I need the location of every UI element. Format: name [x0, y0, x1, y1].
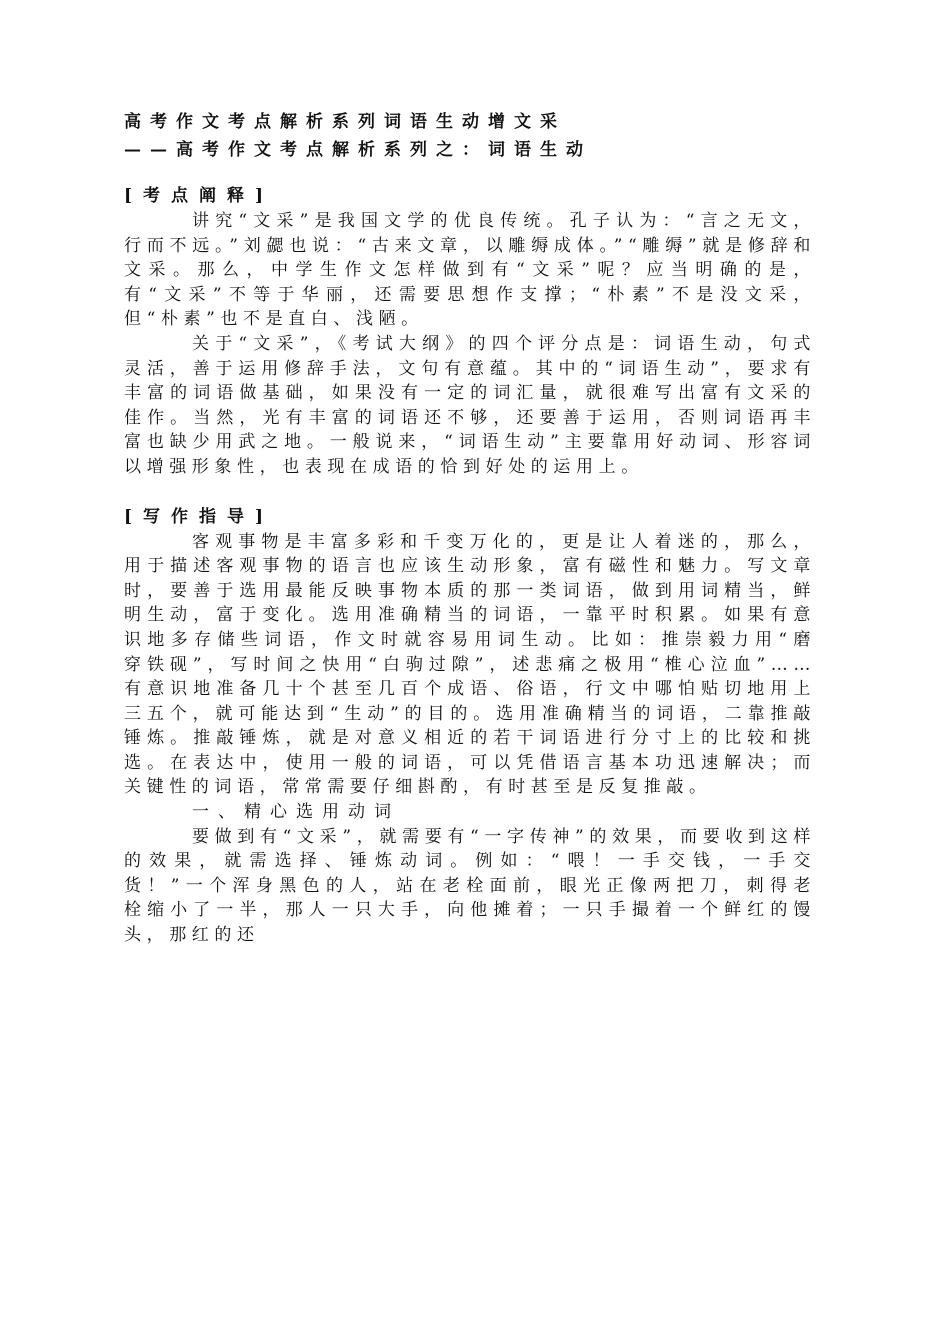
- spacer: [124, 480, 816, 505]
- spacer: [124, 164, 816, 184]
- paragraph: 客观事物是丰富多彩和千变万化的，更是让人着迷的，那么，用于描述客观事物的语言也应该生动形象，富有磁性和魅力。写文章时，要善于选用最能反映事物本质的那一类词语，做到用词精当，鲜明生动，富于变化。选用准确精当的词语，一靠平时积累。如果有意识地多存储些词语，作文时就容易用词生动。比如：推崇毅力用“磨穿铁砚”，写时间之快用“白驹过隙”，述悲痛之极用“椎心泣血”……有意识地准备几十个甚至几百个成语、俗语，行文中哪怕贴切地用上三五个，就可能达到“生动”的目的。选用准确精当的词语，二靠推敲锤炼。推敲锤炼，就是对意义相近的若干词语进行分寸上的比较和挑选。在表达中，使用一般的词语，可以凭借语言基本功迅速解决；而关键性的词语，常常需要仔细斟酌，有时甚至是反复推敲。: [124, 531, 816, 798]
- section-heading-guidance: [写作指导]: [124, 506, 275, 527]
- subsection-heading: 一、精心选用动词: [192, 802, 400, 823]
- paragraph: 关于“文采”，《考试大纲》的四个评分点是：词语生动，句式灵活，善于运用修辞手法，文句有意蕴。其中的“词语生动”，要求有丰富的词语做基础，如果没有一定的词汇量，就很难写出富有文采的佳作。当然，光有丰富的词语还不够，还要善于运用，否则词语再丰富也缺少用武之地。一般说来，“词语生动”主要靠用好动词、形容词以增强形象性，也表现在成语的恰到好处的运用上。: [124, 333, 816, 477]
- paragraph: 要做到有“文采”，就需要有“一字传神”的效果，而要收到这样的效果，就需选择、锤炼动词。例如：“喂！一手交钱，一手交货！”一个浑身黑色的人，站在老栓面前，眼光正像两把刀，刺得老栓缩小了一半，那人一只大手，向他摊着；一只手撮着一个鲜红的馒头，那红的还: [124, 826, 816, 946]
- document-body: [124, 108, 816, 948]
- section-heading-explanation: [考点阐释]: [124, 186, 275, 206]
- paragraph: 讲究“文采”是我国文学的优良传统。孔子认为：“言之无文，行而不远。”刘勰也说：“古来文章，以雕缛成体。”“雕缛”就是修辞和文采。那么，中学生作文怎样做到有“文采”呢？应当明确的是，有“文采”不等于华丽，还需要思想作支撑；“朴素”不是没文采，但“朴素”也不是直白、浅陋。: [124, 211, 816, 330]
- document-subtitle: ——高考作文考点解析系列之：词语生动: [124, 140, 592, 160]
- document-title: 高考作文考点解析系列词语生动增文采: [124, 112, 566, 132]
